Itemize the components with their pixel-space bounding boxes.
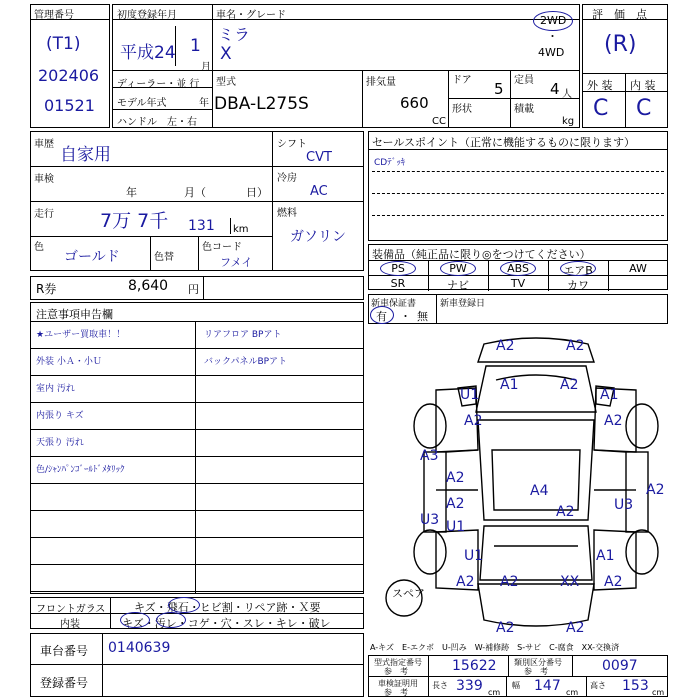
equipment-row2-item-0: SR	[390, 277, 406, 290]
damage-mark: A2	[446, 470, 465, 486]
equipment-row2-item-3: カワ	[567, 279, 589, 292]
handle-label: ハンドル 左・右	[117, 117, 197, 128]
ext-label: 外 装	[587, 79, 613, 92]
drive-4wd: 4WD	[538, 46, 565, 59]
mgmt-no2: 01521	[44, 96, 95, 115]
damage-mark: A2	[566, 620, 585, 636]
damage-mark: A4	[530, 483, 549, 499]
reg-month-unit: 月	[201, 62, 211, 73]
fuel-value: ガソリン	[290, 229, 346, 245]
glass-kizu-circle	[120, 612, 150, 628]
color-code-label: 色コード	[202, 242, 242, 253]
recycle-value: 8,640	[128, 278, 169, 294]
type-label: 型式	[216, 77, 236, 88]
equipment-row1-item-4: AW	[629, 262, 647, 275]
damage-mark: A2	[604, 574, 623, 590]
equipment-row1-item-2: ABS	[507, 262, 529, 275]
glass-interior-items: キズ・汚レ・コゲ・穴・スレ・キレ・破レ	[122, 617, 331, 630]
damage-mark: A2	[604, 413, 623, 429]
notes-left-item: 室内 汚れ	[36, 384, 75, 394]
damage-mark: A2	[500, 574, 519, 590]
chassis-value: 0140639	[108, 640, 171, 656]
glass-interior-label: 内装	[60, 619, 80, 630]
damage-mark: A2	[456, 574, 475, 590]
inspect-day: 日）	[246, 186, 268, 199]
hgt-value: 153	[622, 678, 649, 694]
cert-label: 車検証明用	[378, 679, 418, 688]
damage-mark: A2	[556, 504, 575, 520]
damage-mark: A3	[420, 448, 439, 464]
inspect-year: 年	[126, 186, 137, 199]
model-year-label: モデル年式	[117, 98, 167, 109]
color-code-value: フメイ	[220, 256, 253, 269]
reg-month: 1	[190, 36, 201, 56]
hgt-label: 高さ	[590, 681, 606, 690]
damage-mark: A1	[600, 387, 619, 403]
equipment-row1-circle-3	[560, 261, 596, 276]
glass-front-label: フロントガラス	[36, 604, 106, 615]
damage-mark: A2	[646, 482, 665, 498]
color-change-label: 色替	[154, 252, 174, 263]
equipment-row1-circle-1	[440, 261, 476, 276]
glass-tobiishi-circle	[168, 597, 200, 613]
model-year-unit: 年	[199, 98, 209, 109]
recycle-label: R券	[36, 282, 57, 296]
notes-left-item: 天張り 汚れ	[36, 438, 84, 448]
notes-right-item: バックパネルBPアト	[204, 357, 288, 367]
len-label: 長さ	[432, 681, 448, 690]
drive-2wd: 2WD	[540, 14, 567, 27]
damage-mark: U1	[446, 519, 466, 535]
equipment-row2-item-1: ナビ	[447, 279, 469, 292]
warranty-date-label: 新車登録日	[440, 299, 486, 309]
wid-label: 幅	[512, 681, 520, 690]
mileage-value: 7万 7千	[100, 210, 169, 232]
equipment-row1-item-0: PS	[391, 262, 405, 275]
load-unit: kg	[562, 116, 575, 127]
car-name: ミラ	[218, 25, 251, 44]
class-no-ref: 参 考	[524, 667, 548, 676]
damage-mark: A2	[560, 377, 579, 393]
ac-value: AC	[310, 184, 328, 199]
damage-mark: U3	[420, 512, 440, 528]
damage-mark: A2	[566, 338, 585, 354]
sales-line1: CDﾃﾞｯｷ	[374, 158, 406, 168]
sales-label: セールスポイント（正常に機能するものに限ります）	[372, 136, 636, 149]
damage-mark: A2	[496, 620, 515, 636]
damage-mark: XX	[560, 574, 580, 590]
history-label: 車歴	[34, 139, 54, 150]
recycle-unit: 円	[188, 283, 199, 296]
inspect-month: 月（	[184, 186, 206, 199]
class-no-label: 類別区分番号	[514, 658, 562, 667]
class-no-value: 0097	[602, 658, 638, 674]
damage-mark: U1	[464, 548, 484, 564]
disp-value: 660	[400, 94, 429, 112]
cap-value: 4	[550, 80, 560, 98]
notes-left-item: 色/ｼｬﾝﾊﾟﾝｺﾞｰﾙﾄﾞﾒﾀﾘｯｸ	[36, 465, 125, 475]
wid-unit: cm	[566, 688, 579, 697]
warranty-yes: 有	[376, 310, 387, 323]
equipment-row1-item-3: エアB	[563, 264, 593, 277]
cap-label: 定員	[514, 75, 534, 86]
glass-front-items: キズ・飛石・ヒビ割・リペア跡・Ｘ要	[134, 601, 321, 614]
cert-ref: 参 考	[384, 688, 408, 697]
notes-box	[30, 302, 364, 594]
mileage-unit: km	[233, 224, 249, 235]
notes-right-item: リアフロア BPアト	[204, 330, 282, 340]
dealer-label: ディーラー・並 行	[117, 79, 200, 90]
shift-label: シフト	[277, 139, 307, 150]
warranty-label: 新車保証書	[371, 299, 417, 309]
shift-value: CVT	[306, 150, 332, 165]
spare-label: スペア	[392, 587, 425, 600]
drive-dot: ・	[547, 30, 558, 43]
chassis-label: 車台番号	[40, 644, 89, 658]
damage-mark: U1	[460, 387, 480, 403]
reg-label: 初度登録年月	[117, 10, 177, 21]
damage-mark: A2	[496, 338, 515, 354]
car-grade: X	[220, 44, 232, 64]
ext-value: C	[593, 96, 609, 121]
disp-label: 排気量	[366, 77, 396, 88]
grade-label: 評 価 点	[592, 8, 647, 21]
ac-label: 冷房	[277, 173, 297, 184]
mileage-sub: 131	[188, 218, 215, 234]
glass-yogore-circle	[156, 612, 186, 628]
history-value: 自家用	[60, 145, 111, 165]
type-no-value: 15622	[452, 658, 497, 674]
hgt-unit: cm	[652, 688, 665, 697]
mgmt-t: (T1)	[46, 34, 81, 54]
warranty-sep: ・	[400, 310, 411, 323]
damage-mark: A2	[446, 496, 465, 512]
equipment-row1-circle-2	[500, 261, 536, 276]
door-value: 5	[494, 80, 504, 98]
chassis-reg-label: 登録番号	[40, 676, 89, 690]
fuel-label: 燃料	[277, 208, 297, 219]
type-value: DBA-L275S	[214, 94, 309, 114]
int-label: 内 装	[630, 79, 656, 92]
type-no-ref: 参 考	[384, 667, 408, 676]
cap-unit: 人	[562, 89, 572, 100]
len-unit: cm	[488, 688, 501, 697]
color-label: 色	[34, 242, 44, 253]
inspect-label: 車検	[34, 174, 54, 185]
reg-era: 平成24	[120, 43, 176, 63]
mileage-label: 走行	[34, 209, 54, 220]
int-value: C	[636, 96, 652, 121]
mgmt-no1: 202406	[38, 66, 100, 85]
warranty-no: 無	[417, 310, 428, 323]
equipment-row2-item-2: TV	[510, 277, 526, 290]
load-label: 積載	[514, 104, 534, 115]
notes-left-item: 内張り キズ	[36, 411, 84, 421]
shape-label: 形状	[452, 104, 472, 115]
mgmt-label: 管理番号	[34, 10, 74, 21]
wid-value: 147	[534, 678, 561, 694]
len-value: 339	[456, 678, 483, 694]
name-label: 車名・グレード	[216, 10, 286, 21]
disp-unit: CC	[432, 116, 446, 127]
notes-label: 注意事項申告欄	[36, 308, 113, 321]
equipment-label: 装備品（純正品に限り◎をつけてください）	[372, 248, 591, 261]
type-no-label: 型式指定番号	[374, 658, 422, 667]
damage-mark: A2	[464, 413, 483, 429]
damage-mark: A1	[500, 377, 519, 393]
door-label: ドア	[452, 75, 472, 86]
grade-score: (R)	[604, 32, 637, 57]
notes-left-item: ★ユーザー買取車！！	[36, 330, 126, 340]
equipment-row1-item-1: PW	[449, 262, 467, 275]
equipment-row1-circle-0	[380, 261, 416, 276]
diagram-legend: A-キズ E-エクボ U-凹み W-補修跡 S-サビ C-腐食 XX-交換済	[370, 643, 620, 652]
damage-mark: A1	[596, 548, 615, 564]
damage-mark: U3	[614, 497, 634, 513]
color-value: ゴールド	[64, 249, 120, 265]
notes-left-item: 外装 小Ａ・小Ｕ	[36, 357, 102, 367]
